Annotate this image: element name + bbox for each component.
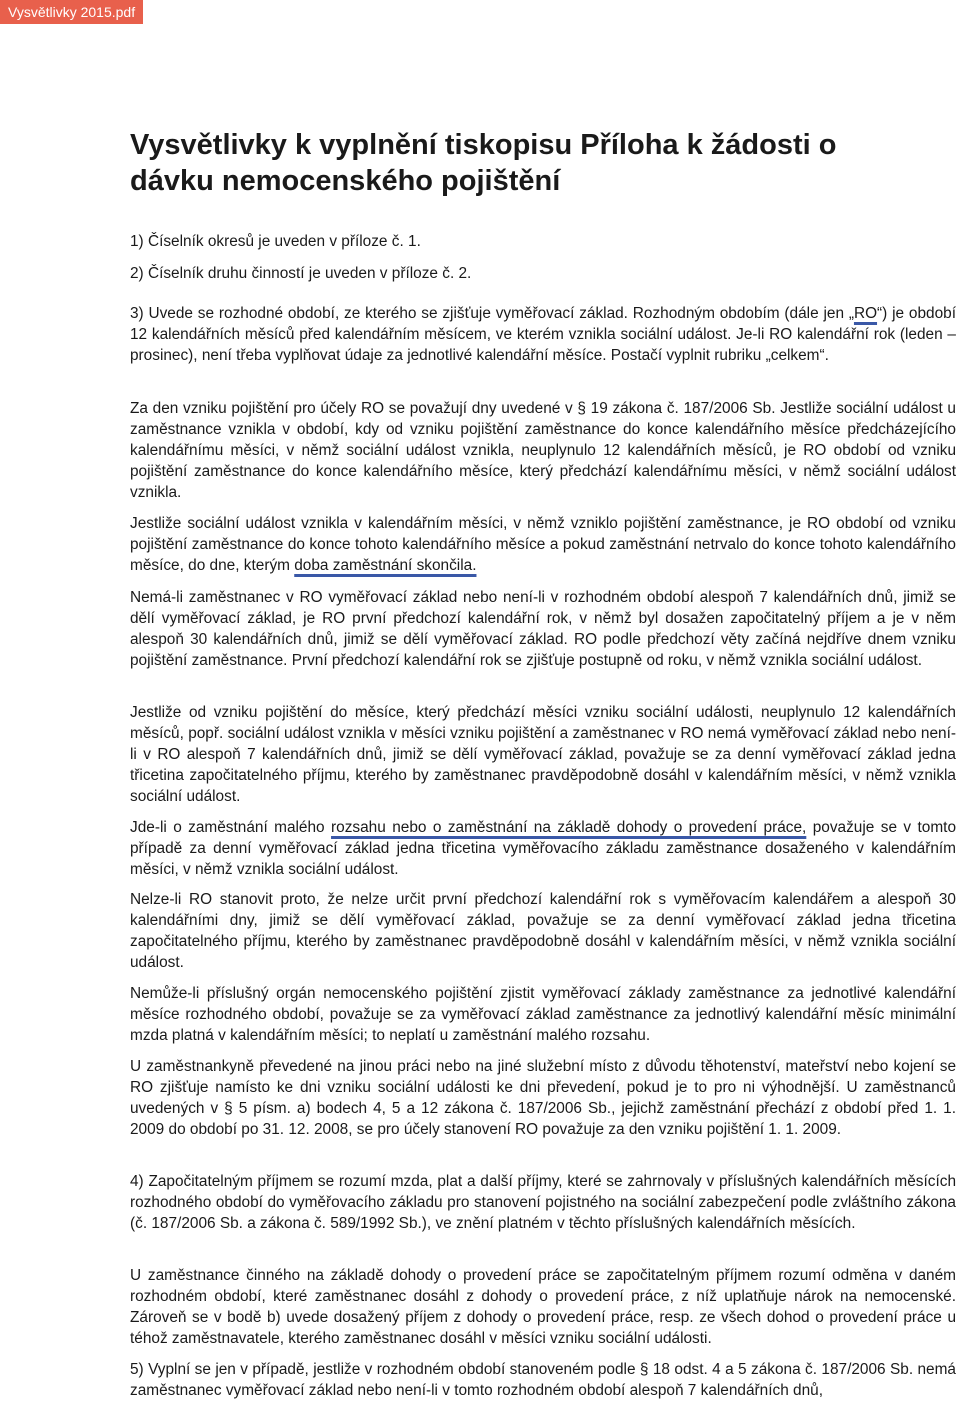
paragraph-10: Nemůže-li příslušný orgán nemocenského pojištění zjistit vyměřovací základy zaměstnance za jednotlivé kalendářní měsíce rozhodného období, považuje se za vyměřovací základ zaměstnance za jednotlivý kalendářní měsíc minimální mzda platná v kalendářním měsíci; to neplatí u zaměstnání malého rozsahu. — [130, 985, 956, 1044]
paragraph-8: Jde-li o zaměstnání malého rozsahu nebo o zaměstnání na základě dohody o provedení práce, považuje se v tomto případě za denní vyměřovací základ jedna třicetina vyměřovacího základu zaměstnance dosaženého v kalendářním měsíci, v němž vznikla sociální událost. — [130, 819, 957, 878]
paragraph-4: Za den vzniku pojištění pro účely RO se považují dny uvedené v § 19 zákona č. 187/2006 Sb. Jestliže sociální událost u zaměstnance vznikla v období, kdy od vzniku pojištění zaměstnance do konce kalendářního měsíce předcházejícího kalendářnímu měsíci, v němž sociální událost vznikla, neuplynulo 12 kalendářních měsíců, je RO období od vzniku pojištění zaměstnance do konce kalendářního měsíce, který předchází kalendářnímu měsíci, v němž sociální událost vznikla. — [130, 400, 956, 501]
paragraph-13: U zaměstnance činného na základě dohody o provedení práce se započitatelným příjmem rozumí odměna v daném rozhodném období, které zaměstnanec dosáhl z dohody o provedení práce, z níž uplatňuje nárok na nemocenské. Zároveň se v bodě b) uvede dosažený příjem z dohody o provedení práce, resp. ze všech dohod o provedení práce u téhož zaměstnavatele, kterého zaměstnanec dosáhl v měsíci vzniku sociální události. — [130, 1267, 956, 1347]
paragraph-2: 2) Číselník druhu činností je uveden v příloze č. 2. — [130, 265, 472, 282]
paragraph-9: Nelze-li RO stanovit proto, že nelze určit první předchozí kalendářní rok s vyměřovacím kalendářem a alespoň 30 kalendářními dny, jimiž se dělí vyměřovací základ, považuje se za denní vyměřovací základ jedna třicetina započitatelného příjmu, kterého by zaměstnanec pravděpodobně dosáhl v kalendářním měsíci, v němž vznikla sociální událost. — [130, 891, 956, 971]
paragraph-6: Nemá-li zaměstnanec v RO vyměřovací základ nebo není-li v rozhodném období alespoň 7 kalendářních dnů, jimiž se dělí vyměřovací základ, je RO první předchozí kalendářní rok, v němž byl dosažen započitatelný příjem a je v něm alespoň 30 kalendářních dnů, jimiž se dělí vyměřovací základ. RO podle předchozí věty začíná nejdříve dnem vzniku pojištění zaměstnance. První předchozí kalendářní rok se zjišťuje postupně od roku, v němž vznikla sociální událost. — [130, 589, 956, 669]
document-tab[interactable]: Vysvětlivky 2015.pdf — [0, 0, 143, 24]
page-title: Vysvětlivky k vyplnění tiskopisu Příloha k žádosti o dávku nemocenského pojištění — [130, 129, 837, 197]
ro-underlined: RO — [853, 305, 878, 322]
underlined-phrase: doba zaměstnání skončila. — [294, 557, 477, 574]
paragraph-1: 1) Číselník okresů je uveden v příloze č. 1. — [130, 233, 421, 250]
paragraph-14: 5) Vyplní se jen v případě, jestliže v rozhodném období stanoveném podle § 18 odst. 4 a 5 zákona č. 187/2006 Sb. nemá zaměstnanec vyměřovací základ nebo není-li v tomto rozhodném období alespoň 7 kalendářních dnů, — [130, 1361, 956, 1399]
underlined-phrase: rozsahu nebo o zaměstnání na základě dohody o provedení práce, — [331, 819, 807, 836]
paragraph-12: 4) Započitatelným příjmem se rozumí mzda, plat a další příjmy, které se zahrnovaly v příslušných kalendářních měsících rozhodného období do vyměřovacího základu pro stanovení pojistného na sociální zabezpečení podle zvláštního zákona (č. 187/2006 Sb. a zákona č. 589/1992 Sb.), ve znění platném v těchto příslušných kalendářních měsících. — [130, 1173, 956, 1232]
paragraph-3: 3) Uvede se rozhodné období, ze kterého se zjišťuje vyměřovací základ. Rozhodným obdobím (dále jen „RO“) je období 12 kalendářních měsíců před kalendářním měsícem, ve kterém vznikla sociální událost. Je-li RO kalendářní rok (leden – prosinec), není třeba vyplňovat údaje za jednotlivé kalendářní měsíce. Postačí vyplnit rubriku „celkem“. — [130, 305, 956, 364]
paragraph-11: U zaměstnankyně převedené na jinou práci nebo na jiné služební místo z důvodu těhotenství, mateřství nebo kojení se RO zjišťuje namísto ke dni vzniku sociální události ke dni převedení, pokud je to pro ni výhodnější. U zaměstnanců uvedených v § 5 písm. a) bodech 4, 5 a 12 zákona č. 187/2006 Sb., jejichž zaměstnání přechází z období před 1. 1. 2009 do období po 31. 12. 2008, se pro účely stanovení RO považuje za den vzniku pojištění 1. 1. 2009. — [130, 1058, 956, 1138]
paragraph-7: Jestliže od vzniku pojištění do měsíce, který předchází měsíci vzniku sociální události, neuplynulo 12 kalendářních měsíců, popř. sociální událost vznikla v měsíci vzniku pojištění a zaměstnanec v RO nemá vyměřovací základ nebo není-li v RO alespoň 7 kalendářních dnů, jimiž se dělí vyměřovací základ, považuje se za denní vyměřovací základ jedna třicetina započitatelného příjmu, kterého by zaměstnanec pravděpodobně dosáhl v kalendářním měsíci, v němž vznikla sociální událost. — [130, 704, 956, 805]
paragraph-5: Jestliže sociální událost vznikla v kalendářním měsíci, v němž vzniklo pojištění zaměstnance, je RO období od vzniku pojištění zaměstnance do konce tohoto kalendářního měsíce a pokud zaměstnání netrvalo do konce tohoto kalendářního měsíce, do dne, kterým doba zaměstnání skončila. — [130, 515, 956, 574]
